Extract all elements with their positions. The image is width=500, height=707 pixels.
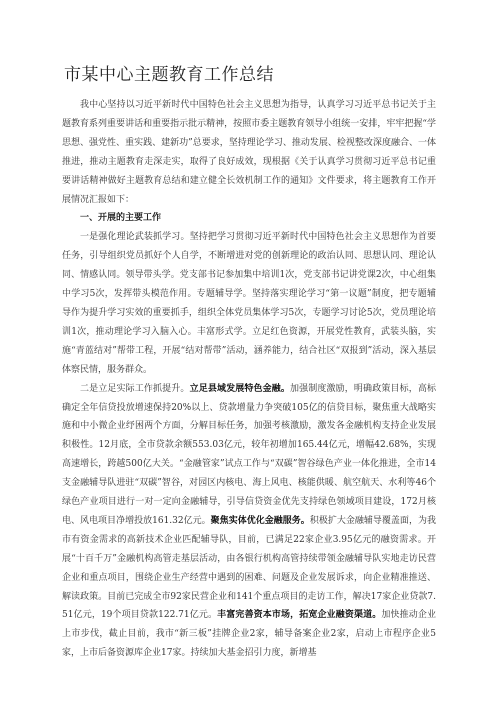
subheading-real-economy: 聚焦实体优化金融服务。 xyxy=(210,515,310,526)
document-title: 市某中心主题教育工作总结 xyxy=(64,65,274,85)
section-heading: 一、开展的主要工作 xyxy=(80,213,162,224)
text-county-finance: 加强制度激励，明确政策目标，高标确定全年信贷投放增速保持20%以上、贷款增量力争突破105亿的信贷目标，聚焦重大战略实施和中小微企业纾困两个方面，分解目标任务，加强考核激励，激发各金融机构支持企业发展积极性。12月底，全市贷款余额553.03亿元，较年初增加165.44亿元，增幅42.68%，实现高速增长，跨越500亿大关。“金融管家”试点工作与“双碳”智谷绿色产业一体化推进，全市14支金融辅导队进驻“双碳”智谷，对园区内核电、海上风电、核能供暖、航空航天、水利等46个绿色产业项目进行一对一定向金融辅导，引导信贷资金优先支持绿色领域项目建设，172月核电、风电项目净增投放161.32亿元。 xyxy=(62,383,436,526)
text-real-economy: 积极扩大金融辅导覆盖面，为我市有资金需求的高新技术企业匹配辅导队，目前，已满足22家企业3.95亿元的融资需求。开展“十百千万”金融机构高管走基层活动，由各银行机构高管持续带领金融辅导队实地走访民营企业和重点项目，围绕企业生产经营中遇到的困难、问题及企业发展诉求，向企业精准推送、解读政策。目前已完成全市92家民营企业和141个重点项目的走访工作，解决17家企业贷款7.51亿元，19个项目贷款122.71亿元。 xyxy=(62,515,436,621)
subheading-county-finance: 立足县域发展特色金融。 xyxy=(189,383,291,394)
paragraph-theory-study: 一是强化理论武装抓学习。坚持把学习贯彻习近平新时代中国特色社会主义思想作为首要任务，引导组织党员抓好个人自学，不断增进对党的创新理论的政治认同、思想认同、理论认同、情感认同。领导带头学。党支部书记参加集中培训1次，党支部书记讲党课2次，中心组集中学习5次，发挥带头模范作用。专题辅导学。坚持落实理论学习“第一议题”制度，把专题辅导作为提升学习实效的重要抓手，组织全体党员集体学习5次，专题学习讨论5次，党员理论培训1次，推动理论学习入脑入心。丰富形式学。立足红色资源，开展党性教育，武装头脑，实施“青蓝结对”帮带工程，开展“结对帮带”活动，涵养能力，结合社区“双报到”活动，深入基层体察民情，服务群众。 xyxy=(62,232,436,375)
intro-paragraph: 我中心坚持以习近平新时代中国特色社会主义思想为指导，认真学习习近平总书记关于主题教育系列重要讲话和重要指示批示精神，按照市委主题教育领导小组统一安排，牢牢把握“学思想、强党性、重实践、建新功”总要求，坚持理论学习、推动发展、检视整改深度融合、一体推进，推动主题教育走深走实，取得了良好成效，现根据《关于认真学习贯彻习近平总书记重要讲话精神做好主题教育总结和建立健全长效机制工作的通知》文件要求，将主题教育工作开展情况汇报如下： xyxy=(62,100,436,205)
paragraph-practical-work xyxy=(62,380,436,664)
document-body xyxy=(62,96,436,696)
text-capital-market: 加快推动企业上市步伐，截止目前，我市“新三板”挂牌企业2家，辅导备案企业2家，启动上市程序企业5家，上市后备资源库企业17家。持续加大基金招引力度，新增基 xyxy=(62,610,436,659)
paragraph-lead: 二是立足实际工作抓提升。 xyxy=(80,383,190,394)
subheading-capital-market: 丰富完善资本市场，拓宽企业融资渠道。 xyxy=(217,610,382,621)
